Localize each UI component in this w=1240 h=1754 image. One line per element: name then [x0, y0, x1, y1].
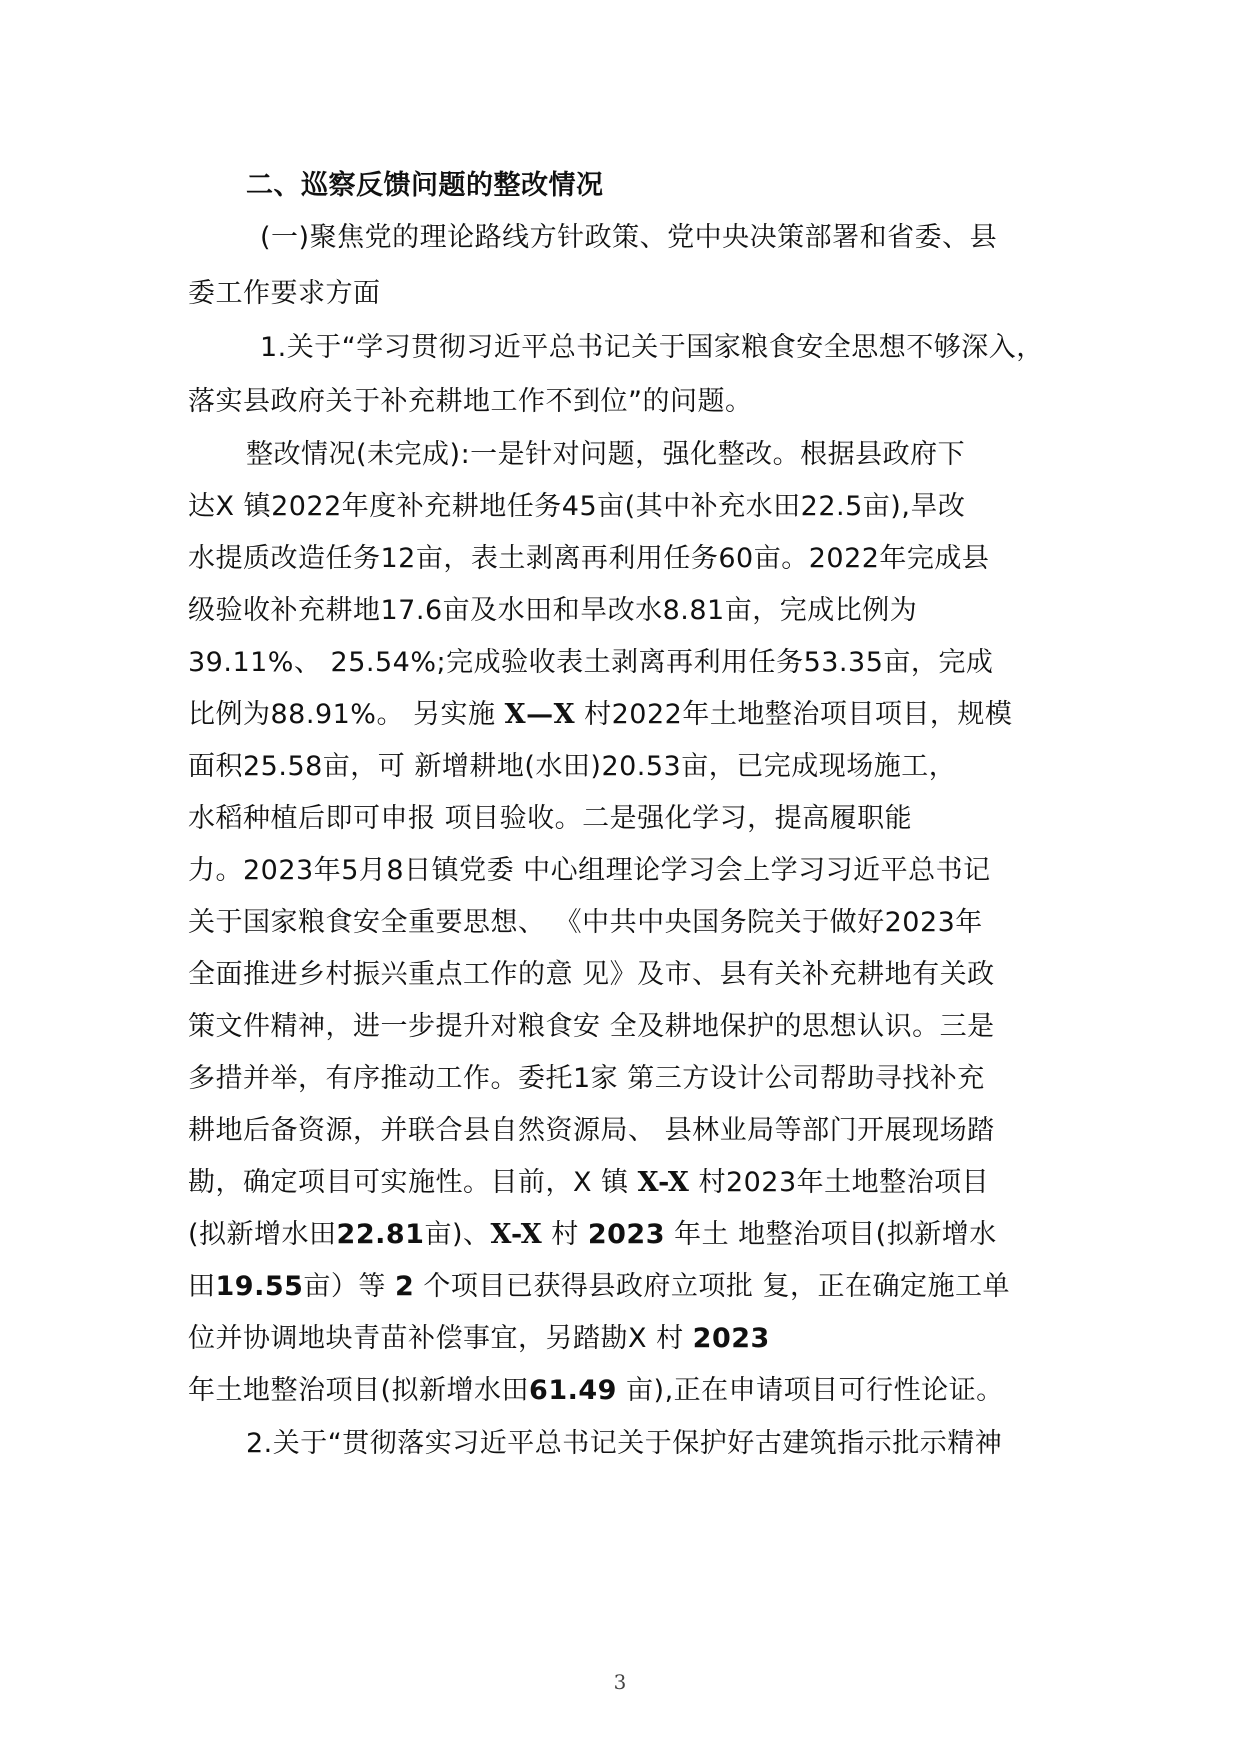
- item-2-title-line-1: 2.关于“贯彻落实习近平总书记关于保护好古建筑指示批示精神: [246, 1428, 1003, 1459]
- body-line-18: [188, 1321, 770, 1357]
- body-text: 村: [542, 1219, 588, 1250]
- body-line-17: [188, 1269, 1010, 1305]
- village-name: X-X: [490, 1219, 543, 1250]
- bold-number: 61.49: [529, 1375, 617, 1406]
- body-text: 田: [188, 1271, 216, 1302]
- body-text: 亩)、: [424, 1219, 491, 1250]
- body-text: 村2023年土地整治项目: [689, 1167, 990, 1198]
- section-heading: 二、巡察反馈问题的整改情况: [246, 170, 604, 201]
- body-line-13: 多措并举，有序推动工作。委托1家 第三方设计公司帮助寻找补充: [188, 1063, 985, 1094]
- body-line-14: 耕地后备资源，并联合县自然资源局、 县林业局等部门开展现场踏: [188, 1115, 995, 1146]
- bold-number: 2023: [587, 1219, 666, 1250]
- body-line-19: [188, 1373, 1004, 1409]
- body-line-07: 面积25.58亩，可 新增耕地(水田)20.53亩，已完成现场施工，: [188, 751, 957, 782]
- village-name: X—X: [504, 699, 576, 730]
- page-number: 3: [613, 1670, 627, 1694]
- body-line-02: 达X 镇2022年度补充耕地任务45亩(其中补充水田22.5亩),旱改: [188, 491, 966, 522]
- bold-number: 19.55: [215, 1271, 304, 1302]
- body-line-05: 39.11%、 25.54%;完成验收表土剥离再利用任务53.35亩，完成: [188, 647, 994, 678]
- item-1-title-line-2: 落实县政府关于补充耕地工作不到位”的问题。: [188, 386, 753, 417]
- bold-number: 22.81: [336, 1219, 425, 1250]
- body-text: 位并协调地块青苗补偿事宜，另踏勘X 村: [188, 1323, 693, 1354]
- body-line-01: 整改情况(未完成):一是针对问题，强化整改。根据县政府下: [246, 439, 966, 470]
- bold-number: 2023: [692, 1323, 770, 1354]
- subsection-title-line-2: 委工作要求方面: [188, 278, 381, 309]
- body-text: 比例为88.91%。 另实施: [188, 699, 505, 730]
- body-line-03: 水提质改造任务12亩，表土剥离再利用任务60亩。2022年完成县: [188, 543, 990, 574]
- body-text: 个项目已获得县政府立项批 复，正在确定施工单: [414, 1271, 1010, 1302]
- body-line-12: 策文件精神，进一步提升对粮食安 全及耕地保护的思想认识。三是: [188, 1011, 995, 1042]
- body-line-15: [188, 1165, 989, 1201]
- body-line-04: 级验收补充耕地17.6亩及水田和旱改水8.81亩，完成比例为: [188, 595, 918, 626]
- body-text: 勘，确定项目可实施性。目前，X 镇: [188, 1167, 638, 1198]
- body-text: 村2022年土地整治项目项目，规模: [575, 699, 1013, 730]
- body-line-09: 力。2023年5月8日镇党委 中心组理论学习会上学习习近平总书记: [188, 855, 991, 886]
- body-text: 亩）等: [303, 1271, 395, 1302]
- body-line-10: 关于国家粮食安全重要思想、 《中共中央国务院关于做好2023年: [188, 907, 983, 938]
- body-line-06: [188, 697, 1012, 733]
- bold-number: 2: [395, 1271, 415, 1302]
- body-text: 年土 地整治项目(拟新增水: [665, 1219, 997, 1250]
- body-text: (拟新增水田: [188, 1219, 337, 1250]
- body-text: 亩),正在申请项目可行性论证。: [616, 1375, 1004, 1406]
- subsection-title-line-1: (一)聚焦党的理论路线方针政策、党中央决策部署和省委、县: [260, 222, 998, 253]
- item-1-title-line-1: 1.关于“学习贯彻习近平总书记关于国家粮食安全思想不够深入，: [260, 332, 1044, 363]
- body-line-11: 全面推进乡村振兴重点工作的意 见》及市、县有关补充耕地有关政: [188, 959, 995, 990]
- body-line-08: 水稻种植后即可申报 项目验收。二是强化学习，提高履职能: [188, 803, 913, 834]
- village-name: X-X: [637, 1167, 690, 1198]
- body-line-16: [188, 1217, 997, 1253]
- body-text: 年土地整治项目(拟新增水田: [188, 1375, 530, 1406]
